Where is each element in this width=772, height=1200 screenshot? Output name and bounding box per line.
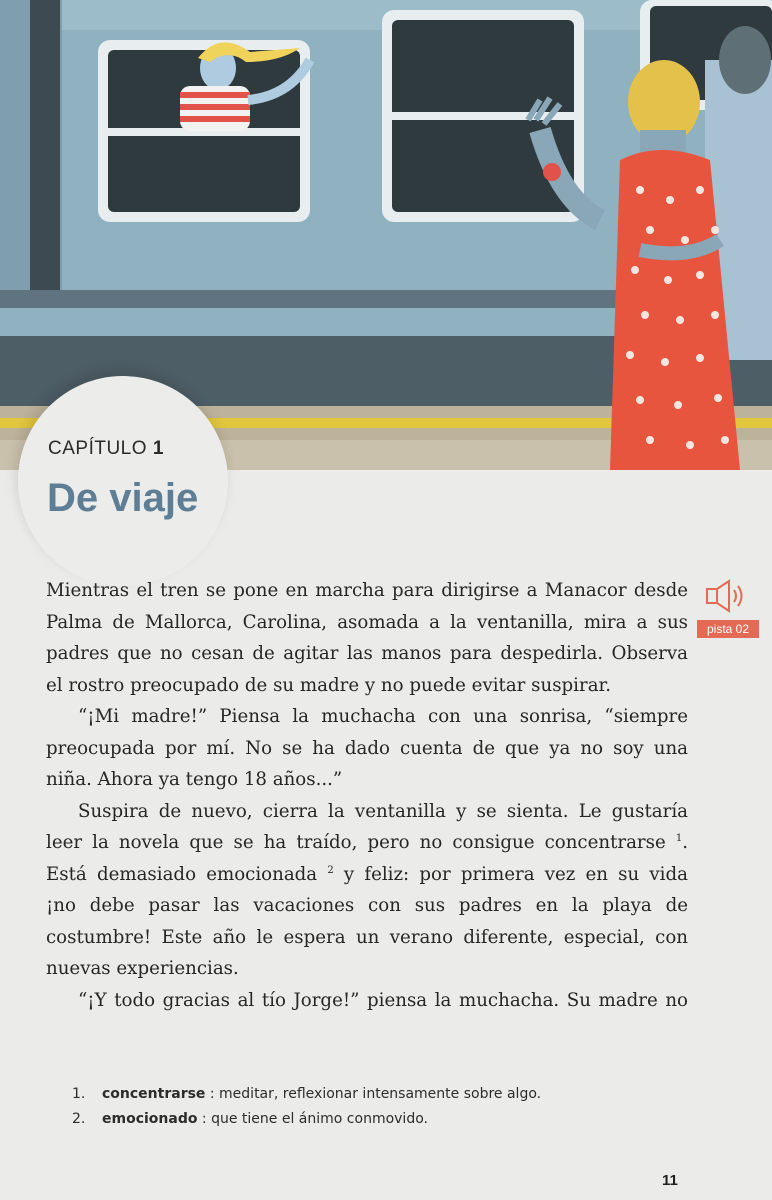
- footnote-definition: : que tiene el ánimo conmovido.: [197, 1111, 428, 1127]
- page-number: 11: [662, 1172, 678, 1189]
- footnote-1: [72, 1082, 541, 1107]
- text-line: [46, 827, 688, 859]
- chapter-number: 1: [152, 438, 164, 459]
- chapter-title: De viaje: [47, 476, 199, 520]
- footnote-term: emocionado: [102, 1111, 198, 1127]
- paragraph-4: [46, 985, 688, 1017]
- text-segment: .: [682, 832, 688, 853]
- text-segment: Está demasiado emocionada: [46, 863, 318, 885]
- text-line: costumbre! Este año le espera un verano diferente, especial, con: [46, 926, 688, 948]
- text-line: preocupada por mí. No se ha dado cuenta de que ya no soy una: [46, 737, 688, 759]
- text-line: Suspira de nuevo, cierra la ventanilla y se sienta. Le gustaría: [78, 800, 688, 822]
- footnote-term: concentrarse: [102, 1086, 206, 1102]
- chapter-label-text: CAPÍTULO: [48, 438, 148, 459]
- text-line: [46, 859, 688, 891]
- footnote-number: 2.: [72, 1111, 86, 1127]
- footnote-number: 1.: [72, 1086, 86, 1102]
- footnotes: [72, 1082, 541, 1132]
- text-line: “¡Mi madre!” Piensa la muchacha con una sonrisa, “siempre: [78, 706, 688, 727]
- speaker-icon: [705, 578, 749, 614]
- text-line: ¡no debe pasar las vacaciones con sus padres en la playa de: [46, 895, 688, 916]
- audio-track[interactable]: [697, 578, 759, 640]
- footnote-ref-2: 2: [327, 864, 334, 876]
- paragraph-2: [46, 701, 688, 796]
- text-line: Mientras el tren se pone en marcha para dirigirse a Manacor desde: [46, 580, 688, 601]
- footnote-2: [72, 1107, 541, 1132]
- text-line: Palma de Mallorca, Carolina, asomada a la ventanilla, mira a sus: [46, 611, 688, 633]
- text-segment: y feliz: por primera vez en su vida: [333, 863, 688, 885]
- chapter-label: [48, 438, 164, 460]
- text-line: niña. Ahora ya tengo 18 años...”: [46, 769, 343, 790]
- text-line: nuevas experiencias.: [46, 958, 239, 979]
- text-line: padres que no cesan de agitar las manos para despedirla. Observa: [46, 643, 688, 664]
- footnote-definition: : meditar, reflexionar intensamente sobre algo.: [205, 1086, 542, 1102]
- text-line: “¡Y todo gracias al tío Jorge!” piensa la muchacha. Su madre no: [78, 989, 688, 1011]
- track-badge: pista 02: [697, 620, 759, 638]
- text-segment: leer la novela que se ha traído, pero no consigue concentrarse: [46, 832, 666, 853]
- paragraph-1: [46, 575, 688, 701]
- footnote-ref-1: 1: [675, 832, 683, 844]
- text-line: el rostro preocupado de su madre y no puede evitar suspirar.: [46, 674, 612, 696]
- paragraph-3: [46, 796, 688, 985]
- story-text: [46, 575, 688, 1016]
